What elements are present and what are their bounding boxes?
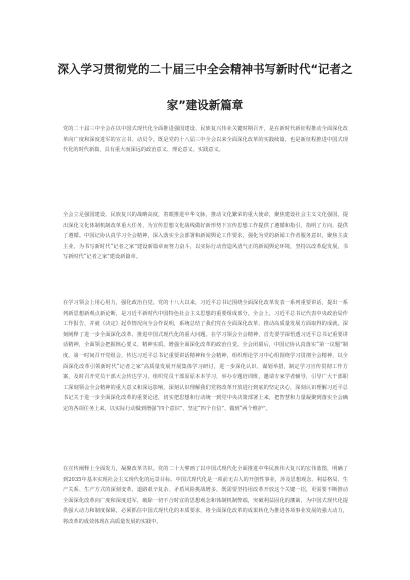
paragraph-3: 在学习领会上用心用力，强化政治自觉。党的十八大以来，习近平总书记围绕全面深化改革发表一系列重要讲话，提出一系列新思想新观点新论断，是习近平新时代中国特色社会主义思想的重要组成部分。全会上，习近平总书记代表中央政治局作工作报告，并就《决定》起草情况向全会作说明，系统总结了我们党在全面深化改革、推动高质量发展方面取得的成就，深刻阐释了进一步全面深化改革、推进中国式现代化的重大问题。在学习领会全会精神，首先要学深悟透习近平总书记重要讲话精神，全面领会把握核心要义、精神实质，增强全面深化改革的政治自觉。全会闭幕后，中国记协认真落实“第一议题”制度，第一时间召开党组会，传达习近平总书记重要讲话精神和全会精神，组织理论学习中心组围绕学习贯彻全会精神，以全面深化改革引领新时代“记者之家”高质量发展开展集体学习研讨，进一步深化认识、谋划举措，制定学习宣传贯彻工作方案，及时召开党员干部大会传达学习，组织党员干部原原本本学习，举办专题培训班，邀请专家学者辅导，引导广大干部职工深刻领会全会精神的重大意义和深远影响，深刻认识理解我们党将改革开放进行到底的坚定决心，深刻认识理解习近平总书记关于进一步全面深化改革的重要论述，切实把思想和行动统一到党中央决策部署上来，把智慧和力量凝聚到落实全会确定的各项任务上来，以实际行动做到增强“四个意识”、坚定“四个自信”、做到“两个维护”。 [63,300,348,412]
paragraph-1: 党的二十届三中全会在以中国式现代化全面推进强国建设、民族复兴伟业关键时期召开，是在新时代新征程推动全面深化改革向广度和深度进军的宣言书、动员令。既是党的十八届三中全会以来全面深化改革的实践续篇，也是新征程推进中国式现代化的时代新篇，具有重大而深远的政治意义、理论意义、实践意义。 [63,126,348,154]
document-title-line-1: 深入学习贯彻党的二十届三中全会精神书写新时代“记者之 [57,62,353,76]
paragraph-2: 全会立足强国建设、民族复兴的战略高度，着眼推进中华文脉，推动文化繁荣的重大使命，聚焦建设社会主义文化强国，提出深化文化体制机制改革重大任务，为宣传思想文化战线做好新形势下宣传思想工作提供了遵循和指引，指明了方向、提供了遵循。中国记协认真学习全会精神，深入落实全会部署和新闻舆论工作要求，强化为党的新闻工作者服务意识，聚焦主责主业，为书写新时代“记者之家”建设新篇章而努力奋斗，以实际行动营造风清气正的新闻舆论环境，坚持以改革促发展，书写新时代“记者之家”建设新篇章。 [63,212,348,261]
paragraph-4: 在宣传阐释上全面发力，凝聚改革共识。党的二十大擘画了以中国式现代化全面推进中华民族伟大复兴的宏伟蓝图，明确了到2035年基本实现社会主义现代化的远景目标。中国式现代化是一项前无古人的开创性事业，涉及思想观念、利益格局、生产关系、生产方式的深刻变革，道路艰辛复杂、矛盾风险挑战增多，既需要坚持用改革开放这个关键一招，更需要不断推动全面深化改革向广度和深度进军，破除一切不合时宜的思想观念和体制机制弊端，突破利益固化的藩篱，为中国式现代化提供强大动力和制度保障，必须抓住中国式现代化的本质要求，将全面深化改革的成果转化为推进各项事业发展的强大动力，将改革的成效体现在高质量发展的实践中。 [63,466,348,525]
document-title-line-2: 家”建设新篇章 [166,98,244,112]
